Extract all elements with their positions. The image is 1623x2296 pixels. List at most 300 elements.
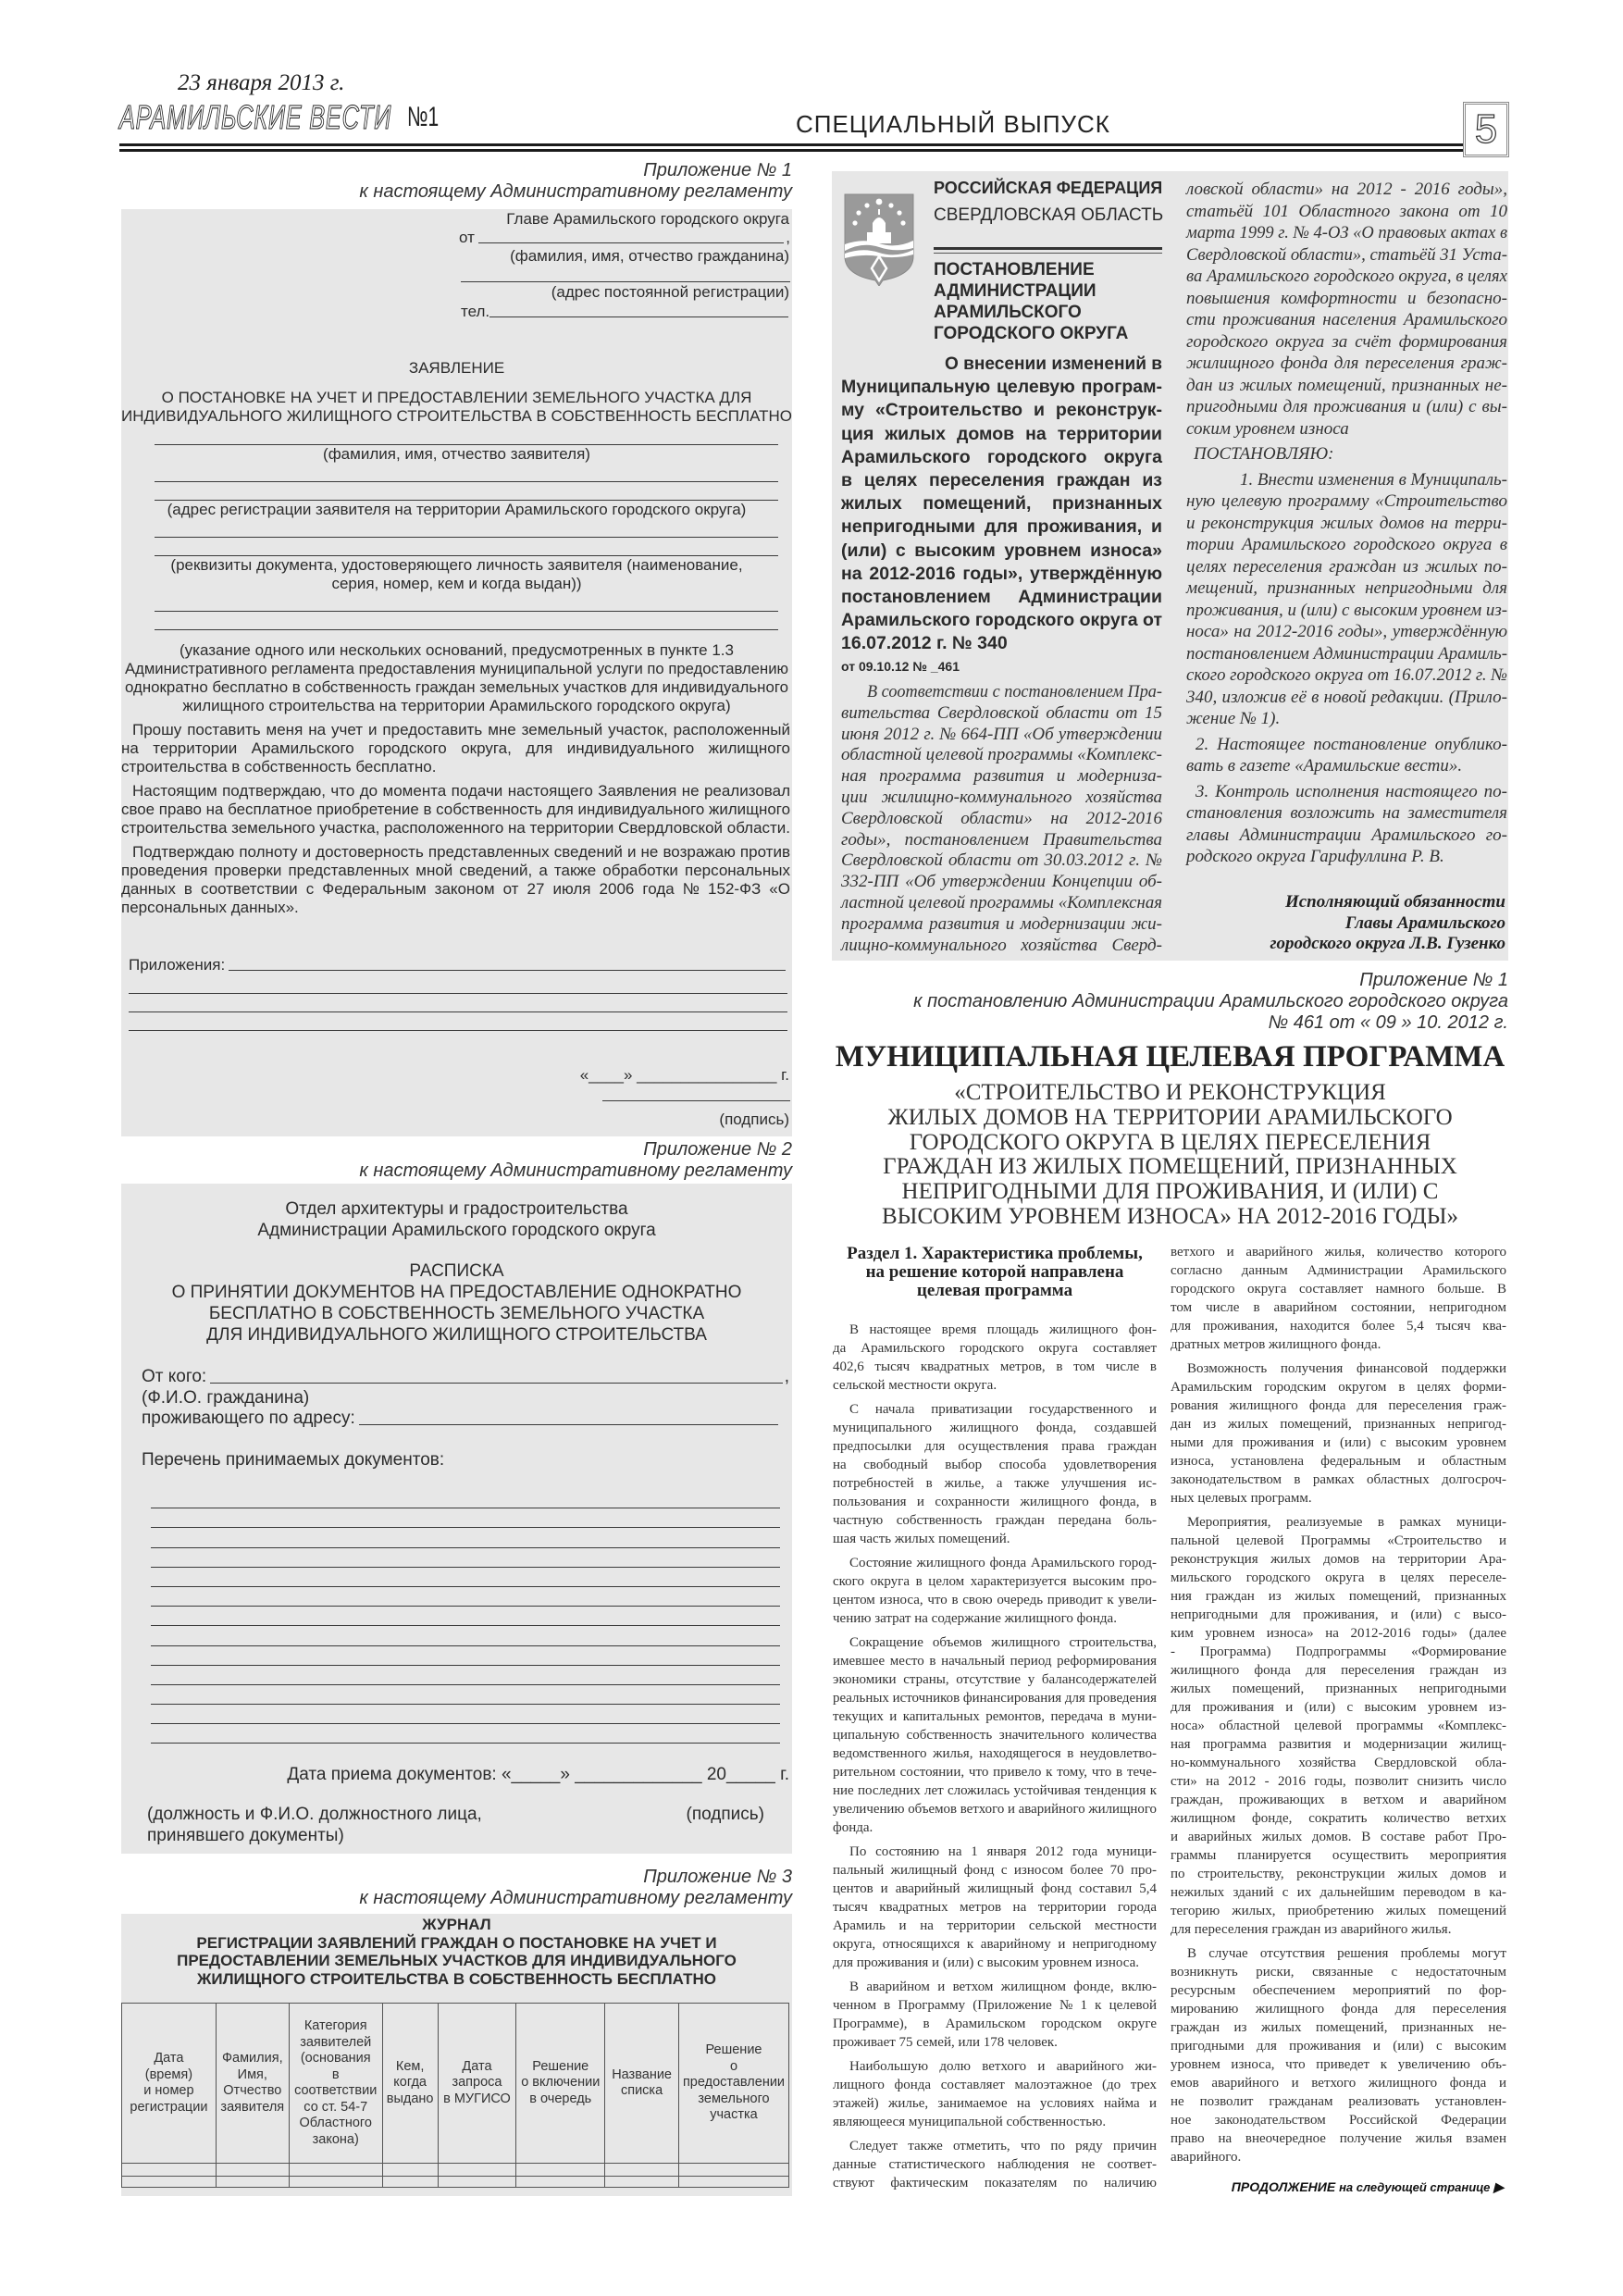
text-line (125, 660, 788, 678)
table-cell (289, 2164, 382, 2177)
text-line (1171, 2111, 1506, 2129)
line-text: дан из жилых помещений, признанных непригод- (1171, 1417, 1506, 1432)
attachments-field (129, 956, 787, 974)
text-line (1186, 534, 1507, 556)
line-text: увеличению объемов ветхого и аварийного жилищного (833, 1802, 1157, 1817)
text-line (849, 2137, 1157, 2155)
text-line (121, 1916, 792, 1934)
line-text: данных в соответствии с Федеральным законом от 27 июля 2006 года № 152-ФЗ «О (121, 880, 790, 898)
text-line (121, 1934, 792, 1953)
line-text: к настоящему Административному регламенту (359, 181, 792, 202)
line-text: С начала приватизации государственного и (849, 1402, 1157, 1417)
line-text: Арамильского городского округа (841, 446, 1162, 467)
text-line (833, 2155, 1157, 2174)
blank-line (155, 430, 778, 445)
section-title: СПЕЦИАЛЬНЫЙ ВЫПУСК (796, 110, 1110, 138)
line-text: Свердловской области», статьёй 31 Уста- (1186, 244, 1507, 265)
text-line (1171, 1261, 1506, 1280)
text-line (1186, 934, 1505, 955)
text-line (1186, 244, 1507, 267)
table-cell (516, 2164, 605, 2177)
text-line (1171, 1920, 1506, 1939)
text-line (833, 1818, 1157, 1837)
text-line (1186, 600, 1507, 622)
grounds-hint (125, 641, 788, 715)
official-hint (147, 1804, 610, 1846)
text-line (841, 563, 1162, 586)
text-line (1171, 1809, 1506, 1828)
line-text: Свердловской области от 30.03.2012 г. № (841, 850, 1162, 871)
table-cell (382, 2164, 438, 2177)
line-text: непригодными для проживания, и (или) с высо- (1171, 1607, 1506, 1622)
line-text: ПОСТАНОВЛЕНИЕ (934, 260, 1095, 279)
line-text: по строительству, реконструкции жилых домов и (1171, 1867, 1506, 1881)
line-text: том числе в аварийном состоянии, непригодном (1171, 1300, 1506, 1315)
line-text: согласно данным Администрации Арамильского (1171, 1263, 1506, 1278)
line-text: строительства в собственность бесплатно. (121, 758, 437, 776)
table-cell (216, 2164, 289, 2177)
line-text: ными для проживания и (или) с высоким уровнем (1171, 1435, 1506, 1450)
text-line (833, 1358, 1157, 1376)
fio-hint: (фамилия, имя, отчество гражданина) (510, 247, 789, 265)
line-text: Сокращение объемов жилищного строительства, (849, 1635, 1157, 1650)
text-line (121, 389, 792, 407)
line-text: граммы планируется осуществить мероприятия (1171, 1848, 1506, 1863)
text-line (841, 703, 1162, 725)
line-text: ная программа развития и модернизации жилищ- (1171, 1737, 1506, 1752)
blank-line (489, 316, 788, 317)
from-field (142, 1366, 789, 1387)
text-line (1171, 1846, 1506, 1865)
line-text: к постановлению Администрации Арамильского городского округа (913, 991, 1508, 1011)
text-line (1171, 1243, 1506, 1261)
text-line (833, 1493, 1157, 1511)
text-line (1171, 1471, 1506, 1489)
line-text: являющееся муниципальной собственностью. (833, 2115, 1107, 2129)
blank-line (151, 1568, 780, 1587)
table-cell (679, 2164, 789, 2177)
line-text: Раздел 1. Характеристика проблемы, (847, 1244, 1143, 1263)
region-name: СВЕРДЛОВСКАЯ ОБЛАСТЬ (934, 205, 1164, 225)
text-line (1171, 1883, 1506, 1902)
line-text: к настоящему Административному регламенту (359, 1888, 792, 1908)
text-line (1186, 201, 1507, 223)
text-line (833, 1898, 1157, 1917)
line-text: сти» на 2012 - 2016 годы, позволит снизить число (1171, 1774, 1506, 1789)
line-text: износа, установлена федеральным и областным (1171, 1454, 1506, 1469)
article-column-1 (833, 1321, 1157, 2192)
line-text: предпосылки для осуществления права граждан (833, 1439, 1157, 1454)
blank-line (151, 1548, 780, 1568)
line-text: ресурсным обеспечением мероприятий по фор- (1171, 1983, 1506, 1998)
text-line (833, 1880, 1157, 1898)
text-line (1171, 1415, 1506, 1433)
text-line (841, 893, 1162, 914)
text-line (147, 1825, 610, 1846)
text-line (833, 1917, 1157, 1935)
text-line (1171, 1624, 1506, 1643)
line-text: городского округа за счёт формирования (1186, 331, 1507, 352)
line-text: однократно бесплатно в собственность граждан земельных участков для индивидуального (125, 678, 788, 696)
text-line (1171, 1643, 1506, 1661)
text-line (832, 1012, 1508, 1034)
line-text: муниципального жилищного фонда, создавшей (833, 1421, 1157, 1435)
text-line (849, 1633, 1157, 1652)
line-text: ципальную собственность значительного количества (833, 1728, 1157, 1743)
blank-line (151, 1724, 780, 1744)
continued-text: на следующей странице (1339, 2180, 1491, 2194)
line-text: ким уровнем износа» на 2012-2016 годы» (далее (1171, 1626, 1506, 1641)
line-text: лищного фонда составляет малоэтажное (до трех (833, 2078, 1157, 2092)
line-text: не позволит гражданам реализовать установлен- (1171, 2094, 1506, 2109)
blank-line (478, 242, 784, 243)
text-line (841, 745, 1162, 766)
text-line (833, 1376, 1157, 1395)
line-text: повышения комфортности и безопасно- (1186, 288, 1507, 308)
line-text: жилищном фонде, сократить количество ветхих (1171, 1811, 1506, 1826)
line-text: пальный жилищный фонд с износом более 70 про- (833, 1863, 1157, 1878)
text-line (1186, 846, 1507, 868)
text-line (1171, 1865, 1506, 1883)
line-text: ГРАЖДАН ИЗ ЖИЛЫХ ПОМЕЩЕНИЙ, ПРИЗНАННЫХ (883, 1154, 1457, 1180)
text-line (1171, 1680, 1506, 1698)
text-line (121, 1260, 792, 1282)
line-text: О ПРИНЯТИИ ДОКУМЕНТОВ НА ПРЕДОСТАВЛЕНИЕ ОДНОКРАТНО (171, 1283, 742, 1302)
line-text: емов аварийного и ветхого жилищного фонда и (1171, 2076, 1506, 2091)
line-text: шая часть жилых помещений. (833, 1532, 1010, 1546)
line-text: ИНДИВИДУАЛЬНОГО ЖИЛИЩНОГО СТРОИТЕЛЬСТВА В СОБСТВЕННОСТЬ БЕСПЛАТНО (121, 407, 792, 425)
line-text: Возможность получения финансовой поддержки (1187, 1361, 1506, 1376)
line-text: Наибольшую долю ветхого и аварийного жи- (849, 2059, 1157, 2074)
receipt-title (121, 1260, 792, 1346)
text-line (121, 160, 792, 181)
text-line (121, 1282, 792, 1303)
text-line (1171, 1378, 1506, 1396)
line-text: статьёй 101 Областного закона от 10 (1186, 201, 1507, 221)
line-text: этажей) жилье, занимаемое на условиях найма и (833, 2096, 1157, 2111)
line-text: целевая программа (916, 1281, 1073, 1300)
line-text: родского округа Гарифуллина Р. В. (1186, 847, 1444, 866)
text-line (1171, 1280, 1506, 1298)
line-text: ствуют фактическим показателям по наличию (833, 2176, 1157, 2191)
text-line (1196, 781, 1507, 803)
text-line (1171, 2074, 1506, 2092)
line-text: годы», постановлением Правительства (841, 829, 1162, 850)
fio-hint: (Ф.И.О. гражданина) (142, 1388, 310, 1408)
blank-line (129, 998, 787, 1012)
text-line (833, 1591, 1157, 1609)
line-text: ГОРОДСКОГО ОКРУГА В ЦЕЛЯХ ПЕРЕСЕЛЕНИЯ (909, 1129, 1431, 1155)
line-text: ция жилых домов на территории (841, 423, 1162, 444)
text-line (1171, 1335, 1506, 1354)
column-header: Категория заявителей (основания в соответствии со ст. 54-7 Областного закона) (289, 2004, 382, 2164)
header-rule-thin (934, 253, 1162, 254)
text-line (1171, 1489, 1506, 1508)
line-text: Приложение № 2 (643, 1139, 792, 1160)
table-cell (122, 2177, 217, 2188)
line-text: Настоящим подтверждаю, что до момента подачи настоящего Заявления не реализовал (132, 782, 790, 800)
program-title: МУНИЦИПАЛЬНАЯ ЦЕЛЕВАЯ ПРОГРАММА (835, 1040, 1505, 1074)
application-body (121, 721, 790, 917)
text-line (1186, 556, 1507, 578)
text-line (121, 880, 790, 899)
text-line (833, 1652, 1157, 1670)
line-text: ветхого и аварийного жилья, количество которого (1171, 1245, 1506, 1260)
blank-line (155, 486, 778, 501)
text-line (849, 1843, 1157, 1861)
from-suffix: , (784, 1367, 789, 1386)
column-header: Кем, когда выдано (382, 2004, 438, 2164)
line-text: (реквизиты документа, удостоверяющего личность заявителя (наименование, (170, 556, 743, 574)
text-line (833, 2076, 1157, 2094)
text-line (833, 2094, 1157, 2113)
text-line (833, 1456, 1157, 1474)
line-text: соким уровнем износа (1186, 418, 1349, 439)
text-line (1186, 222, 1507, 244)
line-text: на свободный выбор способа удовлетворения (833, 1458, 1157, 1472)
appendix3-caption (121, 1867, 792, 1909)
document-title (121, 389, 792, 426)
continued-label: ПРОДОЛЖЕНИЕ (1231, 2179, 1336, 2194)
line-text: экономики страны, отсутствие у балансодержателей (833, 1672, 1157, 1687)
text-line (849, 1978, 1157, 1996)
text-line (832, 1155, 1508, 1180)
line-text: Программе), в Арамильском городском округе (833, 2017, 1157, 2031)
line-text: жилых помещений, признанных (841, 493, 1162, 515)
text-line (841, 515, 1162, 539)
issue-number: №1 (407, 102, 440, 132)
text-line (833, 1609, 1157, 1628)
text-line (1171, 1452, 1506, 1471)
table-cell (289, 2177, 382, 2188)
text-line (833, 1245, 1157, 1263)
text-line (121, 899, 790, 917)
text-line (849, 1321, 1157, 1339)
text-line (833, 1511, 1157, 1530)
line-text: данные статистического наблюдения не соответ- (833, 2157, 1157, 2172)
blank-line (461, 267, 790, 282)
text-line (841, 788, 1162, 809)
line-text: целях переселения граждан из жилых по- (1186, 556, 1507, 577)
blank-line (151, 1705, 780, 1724)
text-line (833, 1781, 1157, 1800)
line-text: Отдел архитектуры и градостроительства (285, 1199, 628, 1219)
text-line (841, 423, 1162, 446)
column-header: Название списка (605, 2004, 679, 2164)
text-line (132, 721, 790, 739)
line-text: Приложение № 1 (1359, 970, 1508, 990)
column-header: Дата запроса в МУГИСО (438, 2004, 516, 2164)
header-rule (934, 247, 1162, 250)
phone-label: тел. (461, 303, 490, 320)
text-line (121, 1324, 792, 1346)
text-line (121, 556, 792, 575)
line-text: рительном состоянии, что привело к тому, что в тече- (833, 1765, 1157, 1780)
text-line (849, 1554, 1157, 1572)
text-line (125, 678, 788, 697)
line-text: мильского городского округа в целях переселе- (1171, 1570, 1506, 1585)
line-text: городского округа составляет намного больше. В (1171, 1282, 1506, 1297)
resolution-preamble (841, 682, 1162, 956)
text-line (841, 809, 1162, 830)
line-text: для проживания и (или) с высоким уровнем из- (1171, 1700, 1506, 1715)
continued-note (1231, 2179, 1504, 2195)
line-text: НЕПРИГОДНЫМИ ДЛЯ ПРОЖИВАНИЯ, И (ИЛИ) С (901, 1179, 1439, 1205)
text-line (833, 1726, 1157, 1744)
text-line (934, 280, 1162, 302)
blank-line (210, 1382, 783, 1384)
line-text: граждан, проживающих в ветхом и аварийном (1171, 1793, 1506, 1807)
text-line (1171, 1963, 1506, 1981)
blank-line (359, 1423, 778, 1425)
line-text: В аварийном и ветхом жилищном фонде, вклю- (849, 1980, 1157, 1994)
line-text: марта 1999 г. № 4-ОЗ «О правовых актах в (1186, 223, 1507, 242)
signature-line (602, 1086, 790, 1101)
text-line (125, 697, 788, 715)
line-text: жилищного фонда для переселения граждан из (1171, 1663, 1506, 1678)
from-suffix: , (786, 229, 790, 246)
table-cell (605, 2177, 679, 2188)
text-line (1186, 802, 1507, 825)
line-text: пригодными для проживания и (или) с вы- (1186, 397, 1507, 416)
signature-hint: (подпись) (686, 1805, 764, 1824)
line-text: к настоящему Административному регламенту (359, 1160, 792, 1181)
text-line (841, 850, 1162, 872)
text-line (832, 991, 1508, 1012)
line-text: Административного регламента предоставления муниципальной услуги по предоставлению (125, 660, 788, 677)
text-line (1186, 621, 1507, 643)
line-text: нежилых зданий с их дальнейшим переводом в ка- (1171, 1885, 1506, 1900)
line-text: ведомственного жилья, находящегося в неудовлетво- (833, 1746, 1157, 1761)
line-text: для проживания, находится более 5,4 тысяч ква- (1171, 1319, 1506, 1334)
text-line (1240, 469, 1507, 491)
line-text: имевшее место в начальный период реформирования (833, 1654, 1157, 1669)
line-text: 332-ПП «Об утверждении Концепции об- (841, 872, 1162, 892)
text-line (1187, 1359, 1506, 1378)
text-line (841, 446, 1162, 469)
text-line (1186, 708, 1507, 730)
blank-line (151, 1666, 780, 1685)
line-text: аварийного. (1171, 2150, 1242, 2165)
text-line (1186, 309, 1507, 331)
blank-line (155, 523, 778, 538)
column-header: Фамилия, Имя, Отчество заявителя (216, 2004, 289, 2164)
text-line (1171, 1661, 1506, 1680)
text-line (841, 376, 1162, 399)
line-text: непригодными для проживания, и (841, 516, 1162, 538)
line-text: (указание одного или нескольких оснований, предусмотренных в пункте 1.3 (180, 641, 734, 659)
text-line (1171, 1717, 1506, 1735)
resolution-panel (832, 171, 1508, 961)
appendix2-caption (121, 1139, 792, 1182)
issue-date: 23 января 2013 г. (178, 70, 345, 95)
text-line (1171, 2148, 1506, 2166)
line-text: Арамиль и на территории сельской местности (833, 1918, 1157, 1933)
text-line (1171, 1433, 1506, 1452)
line-text: Арамильского городского округа от (841, 610, 1162, 631)
line-text: граждан из жилых помещений, признанных не- (1171, 2020, 1506, 2035)
line-text: Состояние жилищного фонда Арамильского город- (849, 1556, 1157, 1570)
text-line (1186, 396, 1507, 418)
text-line (833, 1437, 1157, 1456)
line-text: ПРЕДОСТАВЛЕНИИ ЗЕМЕЛЬНЫХ УЧАСТКОВ ДЛЯ ИНДИВИДУАЛЬНОГО (177, 1952, 737, 1969)
text-line (833, 2174, 1157, 2192)
program-caption (832, 970, 1508, 1034)
text-line (1186, 331, 1507, 354)
text-line (833, 1339, 1157, 1358)
line-text: ных целевых программ. (1171, 1491, 1312, 1506)
text-line (833, 1996, 1157, 2015)
line-text: О ПОСТАНОВКЕ НА УЧЕТ И ПРЕДОСТАВЛЕНИИ ЗЕМЕЛЬНОГО УЧАСТКА ДЛЯ (161, 389, 752, 406)
journal-title (121, 1916, 792, 1988)
text-line (1171, 1902, 1506, 1920)
text-line (1186, 892, 1505, 913)
line-text: на решение которой направлена (865, 1262, 1124, 1282)
text-line (121, 758, 790, 776)
text-line (945, 353, 1162, 376)
line-text: Администрации Арамильского городского округа (257, 1221, 656, 1240)
text-line (934, 259, 1162, 280)
column-header: Решение о включении в очередь (516, 2004, 605, 2164)
line-text: дан из жилых помещений, признанных не- (1186, 375, 1507, 395)
line-text: дратных метров жилищного фонда. (1171, 1337, 1381, 1352)
text-line (833, 1861, 1157, 1880)
text-line (867, 682, 1162, 703)
text-line (1171, 1550, 1506, 1569)
text-line (1187, 1944, 1506, 1963)
text-line (1171, 2000, 1506, 2018)
text-line (1171, 2018, 1506, 2037)
text-line (833, 1474, 1157, 1493)
line-text: законодательством в рамках областных долгосроч- (1171, 1472, 1506, 1487)
line-text: ние последних лет сложилась устойчивая тенденция к (833, 1783, 1157, 1798)
line-text: тысяч квадратных метров на территории города (833, 1900, 1157, 1915)
text-line (1186, 913, 1505, 935)
line-text: му «Строительство и реконструк- (841, 400, 1162, 421)
text-line (1171, 2129, 1506, 2148)
line-text: ского округа в целом характеризуется высоким про- (833, 1574, 1157, 1589)
text-line (121, 1220, 792, 1241)
line-text: Следует также отметить, что по ряду причин (849, 2139, 1157, 2153)
line-text: ва Арамильского городского округа, в целях (1186, 267, 1507, 286)
line-text: РАСПИСКА (409, 1261, 504, 1281)
text-line (833, 1419, 1157, 1437)
applicant-address-hint: (адрес регистрации заявителя на территории Арамильского городского округа) (167, 501, 747, 518)
documents-label: Перечень принимаемых документов: (142, 1450, 445, 1470)
text-line (833, 1800, 1157, 1818)
text-line (833, 1530, 1157, 1548)
line-text: «СТРОИТЕЛЬСТВО И РЕКОНСТРУКЦИЯ (954, 1080, 1386, 1105)
line-text: сти проживания населения Арамильского (1186, 310, 1507, 329)
table-cell (605, 2164, 679, 2177)
text-line (1186, 664, 1507, 687)
line-text: округа, относящихся к аварийному и непригодному (833, 1937, 1157, 1952)
from-label: от (459, 229, 475, 246)
line-text: ное законодательством Российской Федерации (1171, 2113, 1506, 2128)
masthead-text: АРАМИЛЬСКИЕ ВЕСТИ (119, 98, 391, 136)
page-number: 5 (1463, 102, 1509, 157)
line-text: принявшего документы) (147, 1826, 344, 1845)
header-rule-bottom (119, 149, 1463, 152)
line-text: и реконструкция жилых домов на терри- (1186, 513, 1507, 533)
text-line (1186, 513, 1507, 535)
text-line (1186, 490, 1507, 513)
blank-line (151, 1508, 780, 1528)
table-cell (516, 2177, 605, 2188)
line-text: проживания, и (или) с высоким уровнем из- (1186, 600, 1507, 620)
line-text: вать в газете «Арамильские вести». (1186, 756, 1463, 776)
text-line (833, 2015, 1157, 2033)
